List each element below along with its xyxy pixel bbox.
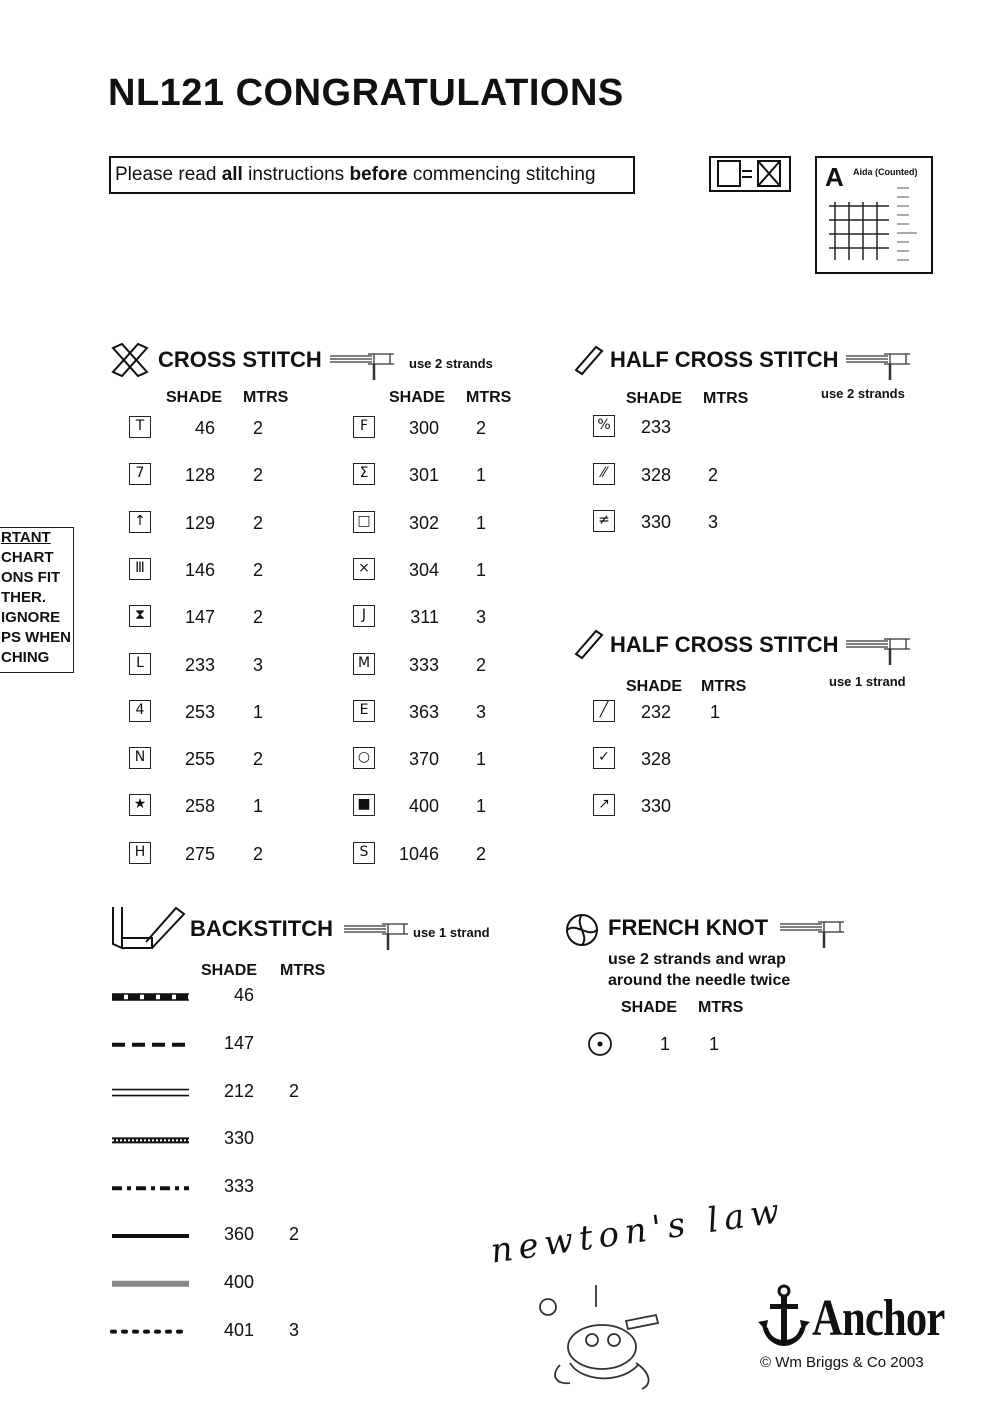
side-note-line: CHART bbox=[1, 549, 54, 566]
cross-stitch-symbol: 7 bbox=[129, 463, 151, 485]
half2-mtrs-header: MTRS bbox=[701, 678, 747, 695]
half-cross-1strand-symbol: ╱ bbox=[593, 700, 615, 722]
cross-stitch-shade: 128 bbox=[184, 465, 215, 486]
cross-stitch-mtrs: 2 bbox=[253, 749, 264, 770]
back-shade-header: SHADE bbox=[201, 962, 258, 979]
cross-stitch-shade: 147 bbox=[184, 607, 215, 628]
cross-stitch-symbol: ○ bbox=[353, 747, 375, 769]
cross-stitch-symbol: ↑ bbox=[129, 511, 151, 533]
cross-stitch-mtrs: 3 bbox=[253, 654, 264, 675]
side-note-line: PS WHEN bbox=[1, 629, 72, 646]
half-cross-strands: use 2 strands bbox=[821, 386, 905, 401]
backstitch-title: BACKSTITCH bbox=[190, 916, 333, 941]
french-knot-mtrs: 1 bbox=[709, 1034, 720, 1054]
cross-stitch-symbol: Σ bbox=[353, 463, 375, 485]
cross-stitch-mtrs: 1 bbox=[476, 749, 487, 770]
cross-stitch-mtrs: 1 bbox=[476, 559, 487, 580]
cross-stitch-symbol: □ bbox=[353, 511, 375, 533]
half2-shade-header: SHADE bbox=[626, 678, 683, 695]
cross-stitch-symbol: J bbox=[353, 605, 375, 627]
french-knot-note-1: use 2 strands and wrap bbox=[608, 951, 786, 968]
notice-bold-all: all bbox=[221, 164, 243, 185]
cross-stitch-mtrs: 1 bbox=[476, 512, 487, 533]
cross-stitch-shade: 258 bbox=[184, 796, 215, 817]
cross-stitch-symbol: ★ bbox=[129, 794, 151, 816]
half-cross-stitch-title: HALF CROSS STITCH bbox=[610, 347, 839, 372]
cross-stitch-symbol: Ⅲ bbox=[129, 558, 151, 580]
cross-stitch-mtrs: 3 bbox=[476, 701, 487, 722]
cross-stitch-mtrs: 2 bbox=[253, 512, 264, 533]
half-cross-stitch-title-2: HALF CROSS STITCH bbox=[610, 632, 839, 657]
cross-stitch-mtrs: 2 bbox=[253, 418, 264, 438]
french-knot-note-2: around the needle twice bbox=[608, 972, 791, 989]
needle-thread-icon bbox=[778, 916, 846, 950]
cross-stitch-mtrs: 1 bbox=[253, 796, 264, 817]
copyright-text: © Wm Briggs & Co 2003 bbox=[760, 1354, 924, 1371]
cross-stitch-mtrs: 1 bbox=[253, 701, 264, 722]
newtons-law-mascot-icon bbox=[530, 1285, 670, 1395]
backstitch-line-double bbox=[112, 1090, 189, 1096]
french-knot-title: FRENCH KNOT bbox=[608, 915, 769, 940]
backstitch-shade: 401 bbox=[223, 1319, 254, 1340]
half-shade-header: SHADE bbox=[626, 390, 683, 407]
french-shade-header: SHADE bbox=[621, 999, 678, 1016]
back-mtrs-header: MTRS bbox=[280, 962, 326, 979]
half-mtrs-header: MTRS bbox=[703, 390, 749, 407]
fabric-letter: A bbox=[825, 162, 844, 192]
side-note-line: IGNORE bbox=[1, 609, 61, 626]
anchor-icon bbox=[758, 1284, 810, 1348]
cross-mtrs-header-left: MTRS bbox=[243, 389, 289, 406]
french-knot-shade: 1 bbox=[660, 1034, 671, 1054]
half-cross-1strand-shade: 328 bbox=[640, 749, 671, 769]
cross-stitch-mtrs: 3 bbox=[476, 607, 487, 628]
half-cross-symbol: ⁄⁄ bbox=[593, 463, 615, 485]
cross-stitch-symbol: F bbox=[353, 416, 375, 438]
cross-stitch-mtrs: 2 bbox=[476, 654, 487, 675]
cross-stitch-title: CROSS STITCH bbox=[158, 347, 322, 372]
french-mtrs-header: MTRS bbox=[698, 999, 744, 1016]
cross-stitch-shade: 304 bbox=[408, 559, 439, 580]
cross-stitch-shade: 46 bbox=[194, 418, 215, 438]
backstitch-mtrs: 2 bbox=[289, 1224, 300, 1244]
cross-stitch-shade: 301 bbox=[408, 465, 439, 486]
cross-stitch-shade: 400 bbox=[408, 796, 439, 817]
cross-stitch-symbol: H bbox=[129, 842, 151, 864]
cross-stitch-symbol: S bbox=[353, 842, 375, 864]
half-cross-shade: 328 bbox=[640, 464, 671, 485]
backstitch-mtrs: 2 bbox=[289, 1080, 300, 1101]
half-cross-1strand-symbol: ✓ bbox=[593, 747, 615, 769]
cross-stitch-shade: 1046 bbox=[398, 843, 439, 864]
half-cross-symbol: ≠ bbox=[593, 510, 615, 532]
half-cross-symbol: % bbox=[593, 415, 615, 437]
cross-mtrs-header-right: MTRS bbox=[466, 389, 512, 406]
cross-stitch-shade: 233 bbox=[184, 654, 215, 675]
notice-bold-before: before bbox=[349, 164, 408, 185]
cross-stitch-shade: 146 bbox=[184, 559, 215, 580]
cross-stitch-symbol: L bbox=[129, 653, 151, 675]
side-note-line: CHING bbox=[1, 649, 50, 666]
half-cross-strands-2: use 1 strand bbox=[829, 674, 906, 689]
cross-stitch-symbol: N bbox=[129, 747, 151, 769]
backstitch-shade: 46 bbox=[233, 985, 254, 1005]
half-cross-shade: 233 bbox=[640, 417, 671, 437]
cross-stitch-mtrs: 1 bbox=[476, 796, 487, 817]
half-cross-1strand-shade: 232 bbox=[640, 702, 671, 722]
notice-text: Please read bbox=[115, 164, 222, 185]
side-note-line: THER. bbox=[1, 589, 46, 606]
half-cross-1strand-symbol: ↗ bbox=[593, 794, 615, 816]
backstitch-shade: 400 bbox=[223, 1271, 254, 1292]
cross-shade-header-left: SHADE bbox=[166, 389, 223, 406]
cross-stitch-symbol: 4 bbox=[129, 700, 151, 722]
half-cross-mtrs: 2 bbox=[708, 464, 719, 485]
backstitch-shade: 330 bbox=[223, 1128, 254, 1149]
cross-stitch-shade: 275 bbox=[184, 843, 215, 864]
cross-stitch-shade: 255 bbox=[184, 749, 215, 770]
backstitch-shade: 212 bbox=[223, 1080, 254, 1101]
cross-stitch-shade: 333 bbox=[408, 654, 439, 675]
notice-text: instructions bbox=[242, 164, 350, 185]
cross-stitch-mtrs: 2 bbox=[253, 465, 264, 486]
anchor-brand-logo: Anchor bbox=[812, 1290, 945, 1347]
cross-stitch-mtrs: 2 bbox=[253, 559, 264, 580]
backstitch-line-dash-box bbox=[112, 994, 189, 1000]
half-cross-1strand-shade: 330 bbox=[640, 796, 671, 816]
cross-stitch-shade: 300 bbox=[408, 418, 439, 438]
page-title: NL121 CONGRATULATIONS bbox=[108, 72, 624, 114]
cross-stitch-shade: 311 bbox=[410, 607, 439, 628]
cross-stitch-symbol: M bbox=[353, 653, 375, 675]
newtons-law-logo-text: newton's law bbox=[488, 1190, 788, 1272]
cross-stitch-symbol: E bbox=[353, 700, 375, 722]
cross-stitch-shade: 363 bbox=[408, 701, 439, 722]
half-cross-1strand-mtrs: 1 bbox=[710, 702, 721, 722]
backstitch-shade: 360 bbox=[223, 1224, 254, 1244]
cross-stitch-shade: 253 bbox=[184, 701, 215, 722]
cross-stitch-shade: 302 bbox=[408, 512, 439, 533]
cross-shade-header-right: SHADE bbox=[389, 389, 446, 406]
cross-stitch-symbol: T bbox=[129, 416, 151, 438]
half-cross-mtrs: 3 bbox=[708, 512, 719, 532]
cross-stitch-shade: 370 bbox=[408, 749, 439, 770]
cross-stitch-symbol: ■ bbox=[353, 794, 375, 816]
cross-stitch-mtrs: 1 bbox=[476, 465, 487, 486]
side-note-line: RTANT bbox=[1, 529, 51, 546]
side-note-line: ONS FIT bbox=[1, 569, 61, 586]
cross-stitch-mtrs: 2 bbox=[253, 607, 264, 628]
cross-stitch-mtrs: 2 bbox=[253, 843, 264, 864]
cross-stitch-mtrs: 2 bbox=[476, 418, 487, 438]
french-knot-symbol-icon bbox=[587, 1031, 613, 1057]
cross-stitch-symbol: ⧗ bbox=[129, 605, 151, 627]
french-knot-icon bbox=[564, 912, 600, 948]
cross-stitch-symbol: ⨯ bbox=[353, 558, 375, 580]
half-cross-shade: 330 bbox=[640, 512, 671, 532]
backstitch-shade: 333 bbox=[223, 1176, 254, 1197]
cross-stitch-mtrs: 2 bbox=[476, 843, 487, 864]
backstitch-strands: use 1 strand bbox=[413, 925, 490, 940]
fabric-label: Aida (Counted) bbox=[853, 167, 918, 177]
backstitch-shade: 147 bbox=[223, 1032, 254, 1053]
notice-text: commencing stitching bbox=[407, 164, 596, 185]
cross-stitch-shade: 129 bbox=[184, 512, 215, 533]
backstitch-mtrs: 3 bbox=[289, 1319, 300, 1340]
cross-stitch-strands: use 2 strands bbox=[409, 356, 493, 371]
